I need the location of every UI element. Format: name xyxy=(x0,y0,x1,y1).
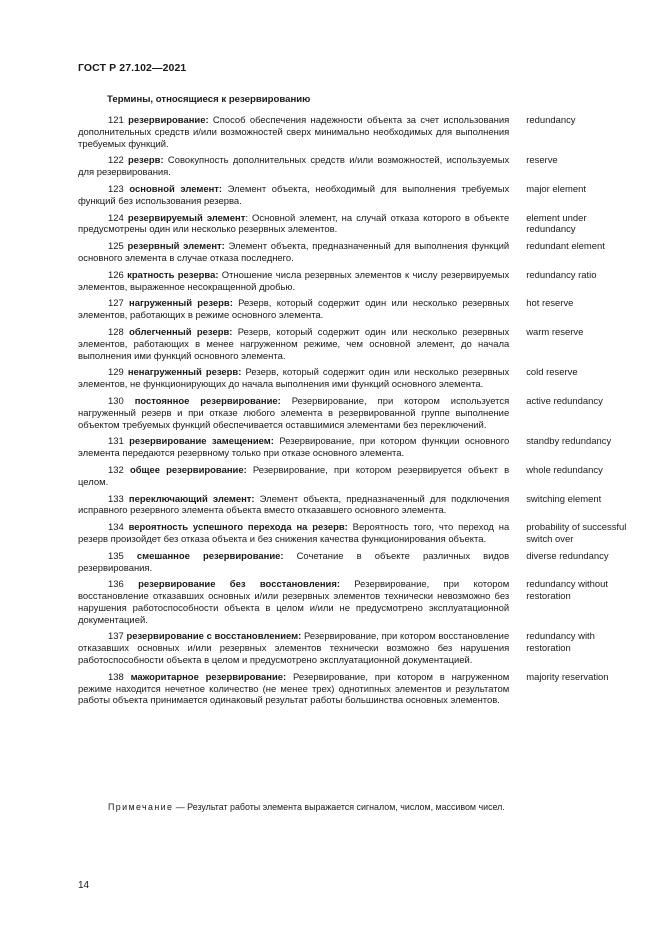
term-definition-block xyxy=(78,155,509,179)
term-name: резервный элемент: xyxy=(127,241,225,253)
term-number: 135 xyxy=(108,550,124,562)
term-entry xyxy=(78,327,638,362)
term-name: смешанное резервирование: xyxy=(136,550,284,562)
term-entry xyxy=(78,367,638,391)
term-english-equivalent: switching element xyxy=(526,493,602,505)
term-entry xyxy=(78,465,638,489)
term-definition-block xyxy=(78,551,509,575)
term-number: 131 xyxy=(108,436,124,448)
term-definition: Резервирование, при котором резервируется объект в целом. xyxy=(78,464,510,488)
term-definition: Сочетание в объекте различных видов резервирования. xyxy=(78,550,510,574)
term-english-equivalent: major element xyxy=(526,183,586,195)
term-english-equivalent: probability of successful switch over xyxy=(526,522,627,545)
term-english-equivalent: hot reserve xyxy=(526,298,574,310)
term-english-equivalent: redundancy without restoration xyxy=(526,579,609,603)
term-name: вероятность успешного перехода на резерв: xyxy=(128,522,348,534)
term-english-equivalent: standby redundancy xyxy=(526,436,612,448)
term-english-equivalent: whole redundancy xyxy=(526,464,603,476)
term-name: нагруженный резерв: xyxy=(129,298,233,310)
term-english-equivalent: redundant element xyxy=(526,241,605,253)
term-english-equivalent: cold reserve xyxy=(526,367,578,379)
term-entry xyxy=(78,631,638,666)
term-definition-block xyxy=(78,270,509,294)
term-number: 134 xyxy=(108,522,124,534)
term-definition-block xyxy=(78,465,509,489)
term-number: 130 xyxy=(108,395,124,407)
document-code: ГОСТ Р 27.102—2021 xyxy=(78,62,187,74)
term-number: 136 xyxy=(108,579,124,591)
term-entry xyxy=(78,213,638,237)
term-entry xyxy=(78,115,638,150)
term-definition-block xyxy=(78,241,509,265)
section-title: Термины, относящиеся к резервированию xyxy=(107,94,311,105)
term-name: мажоритарное резервирование: xyxy=(130,671,287,683)
term-definition: Вероятность того, что переход на резерв произойдет без отказа объекта и без снижения качества функционирования объекта. xyxy=(78,522,510,545)
terms-list xyxy=(78,115,638,712)
term-definition-block xyxy=(78,494,509,518)
term-name: резервирование замещением: xyxy=(129,436,274,448)
term-english-equivalent: redundancy ratio xyxy=(526,269,597,281)
term-definition-block xyxy=(78,522,509,546)
term-name: облегченный резерв: xyxy=(129,326,233,338)
term-definition: Резервирование, при котором восстановление отказавших основных и/или резервных элементов технически невозможно без нарушения работоспособности объекта в целом и/или не предусмотрено эксплуатационной документацией. xyxy=(78,579,510,626)
term-definition: Совокупность дополнительных средств и/или возможностей, используемых для резервирования. xyxy=(78,155,510,179)
term-definition-block xyxy=(78,327,509,362)
term-number: 122 xyxy=(108,155,124,167)
term-definition: Резервирование, при котором в нагруженном режиме находится нечетное количество (не менее трех) однотипных элементов и результатом работы объекта принимается одинаковый результат работы большинства основных элементов. xyxy=(78,671,510,707)
term-entry xyxy=(78,298,638,322)
term-definition-block xyxy=(78,672,509,707)
term-definition: Элемент объекта, предназначенный для подключения исправного резервного элемента объекта вместо отказавшего основного элемента. xyxy=(78,493,510,517)
term-number: 127 xyxy=(108,298,124,310)
term-name: резервируемый элемент xyxy=(127,212,246,224)
term-entry xyxy=(78,270,638,294)
term-entry xyxy=(78,494,638,518)
term-name: резервирование с восстановлением: xyxy=(126,631,302,643)
term-definition-block xyxy=(78,367,509,391)
term-number: 124 xyxy=(108,212,124,224)
term-english-equivalent: active redundancy xyxy=(526,395,603,407)
term-english-equivalent: diverse redundancy xyxy=(526,550,609,562)
term-name: постоянное резервирование: xyxy=(134,395,281,407)
term-number: 132 xyxy=(108,464,124,476)
term-entry xyxy=(78,672,638,707)
term-entry xyxy=(78,522,638,546)
term-name: переключающий элемент: xyxy=(128,493,255,505)
term-english-equivalent: redundancy xyxy=(526,115,576,126)
term-number: 121 xyxy=(108,115,124,126)
term-name: общее резервирование: xyxy=(129,464,247,476)
term-definition: Резерв, который содержит один или несколько резервных элементов, работающих в режиме основного элемента. xyxy=(78,298,510,322)
term-entry xyxy=(78,241,638,265)
term-definition-block xyxy=(78,115,509,150)
term-definition-block xyxy=(78,298,509,322)
term-entry xyxy=(78,436,638,460)
term-definition: Резерв, который содержит один или несколько резервных элементов, не функционирующих до начала выполнения ими функций основного элемента. xyxy=(78,367,510,391)
term-definition-block xyxy=(78,213,509,237)
term-definition-block xyxy=(78,184,509,208)
term-definition-block xyxy=(78,579,509,626)
term-english-equivalent: element under redundancy xyxy=(526,212,587,236)
term-definition: Резерв, который содержит один или несколько резервных элементов, работающих в менее нагруженном режиме, чем основной элемент, до начала выполнения ими функций основного элемента. xyxy=(78,326,510,362)
term-name: кратность резерва: xyxy=(127,269,219,281)
term-number: 126 xyxy=(108,269,124,281)
term-english-equivalent: redundancy with restoration xyxy=(526,631,595,655)
term-entry xyxy=(78,551,638,575)
term-entry xyxy=(78,155,638,179)
term-number: 123 xyxy=(108,183,124,195)
term-number: 129 xyxy=(108,367,124,379)
term-name: основной элемент: xyxy=(129,183,223,195)
term-definition: Отношение числа резервных элементов к числу резервируемых элементов, выраженное несокращенной дробью. xyxy=(78,269,510,293)
term-name: резервирование: xyxy=(128,115,209,126)
term-number: 137 xyxy=(108,631,124,643)
term-definition: Способ обеспечения надежности объекта за счет использования дополнительных средств и/или возможностей сверх минимально необходимых для выполнения требуемых функций. xyxy=(78,115,510,150)
term-definition: Резервирование, при котором функции основного элемента передаются резервному только при отказе основного элемента. xyxy=(78,436,510,460)
term-number: 128 xyxy=(108,326,124,338)
term-english-equivalent: reserve xyxy=(526,155,558,167)
term-definition: Резервирование, при котором восстановление отказавших основных и/или резервных элементов технически возможно без нарушения работоспособности объекта в целом и предусмотрено эксплуатационной документацией. xyxy=(78,631,510,667)
term-definition: Элемент объекта, необходимый для выполнения требуемых функций без использования резерва. xyxy=(78,183,510,207)
note-text: — Результат работы элемента выражается сигналом, числом, массивом чисел. xyxy=(173,802,505,812)
term-number: 125 xyxy=(108,241,124,253)
term-entry xyxy=(78,396,638,431)
term-definition-block xyxy=(78,436,509,460)
term-definition: Резервирование, при котором используется нагруженный резерв и при отказе любого элемента в резервированной группе выполнение объектом требуемых функций обеспечивается оставшимися элементами без переключений. xyxy=(78,395,510,431)
page-number: 14 xyxy=(78,880,90,891)
term-entry xyxy=(78,184,638,208)
note-label: Примечание xyxy=(108,802,174,812)
term-name: резерв: xyxy=(128,155,164,167)
term-name: резервирование без восстановления: xyxy=(138,579,340,591)
term-definition-block xyxy=(78,396,509,431)
term-definition: Элемент объекта, предназначенный для выполнения функций основного элемента в случае отказа последнего. xyxy=(78,241,510,264)
term-number: 133 xyxy=(108,493,124,505)
term-number: 138 xyxy=(108,671,124,683)
term-definition: : Основной элемент, на случай отказа которого в объекте предусмотрены один или несколько резервных элементов. xyxy=(78,212,510,236)
term-name: ненагруженный резерв: xyxy=(127,367,242,379)
term-english-equivalent: majority reservation xyxy=(526,671,609,683)
note xyxy=(78,801,510,814)
term-english-equivalent: warm reserve xyxy=(526,326,584,338)
term-entry xyxy=(78,579,638,626)
term-definition-block xyxy=(78,631,509,666)
